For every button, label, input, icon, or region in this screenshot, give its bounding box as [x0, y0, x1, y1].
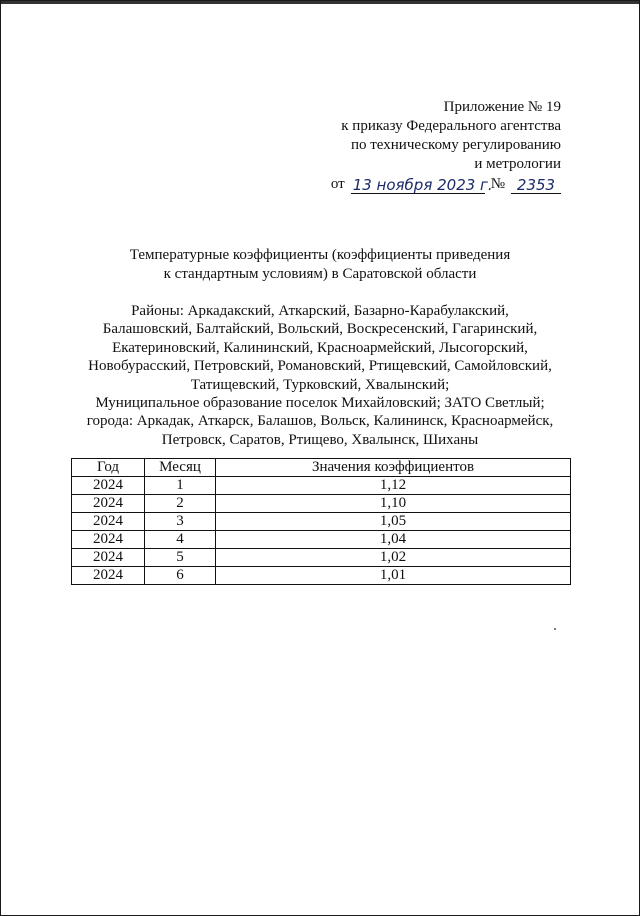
districts-line: Новобурасский, Петровский, Романовский, Ртищевский, Самойловский,: [88, 358, 552, 375]
cell-year: 2024: [72, 495, 145, 513]
cell-month: 1: [145, 477, 216, 495]
cell-year: 2024: [72, 477, 145, 495]
appendix-number: Приложение № 19: [443, 99, 561, 115]
appendix-header: [301, 98, 561, 194]
districts-line: Балашовский, Балтайский, Вольский, Воскресенский, Гагаринский,: [102, 321, 538, 338]
cell-coefficient: 1,12: [216, 477, 571, 495]
table-row: [72, 495, 571, 513]
header-coefficient: Значения коэффициентов: [216, 459, 571, 477]
scan-edge: [1, 1, 639, 4]
cities-line-end: Петровск, Саратов, Ртищево, Хвалынск, Шиханы: [161, 431, 479, 448]
cell-coefficient: 1,10: [216, 495, 571, 513]
agency-name-line: по техническому регулированию: [350, 137, 561, 153]
order-date-number-line: [301, 175, 561, 194]
districts-list: [0, 302, 640, 449]
cell-year: 2024: [72, 549, 145, 567]
cell-coefficient: 1,02: [216, 549, 571, 567]
cell-year: 2024: [72, 567, 145, 585]
scan-speck: [554, 628, 556, 630]
cell-month: 2: [145, 495, 216, 513]
municipality-line: Муниципальное образование поселок Михайловский; ЗАТО Светлый;: [95, 395, 545, 412]
cell-month: 4: [145, 531, 216, 549]
order-date-prefix: от: [330, 176, 345, 192]
document-title: [0, 246, 640, 284]
cell-year: 2024: [72, 531, 145, 549]
cell-month: 5: [145, 549, 216, 567]
districts-line: Екатериновский, Калининский, Красноармейский, Лысогорский,: [112, 339, 528, 356]
table-row: [72, 549, 571, 567]
header-year: Год: [72, 459, 145, 477]
table-row: [72, 531, 571, 549]
handwritten-order-date: 13 ноября 2023 г.: [352, 176, 493, 194]
order-number-label: №: [490, 176, 505, 192]
table-row: [72, 567, 571, 585]
cell-coefficient: 1,04: [216, 531, 571, 549]
cell-coefficient: 1,01: [216, 567, 571, 585]
coefficients-table: [71, 458, 571, 585]
handwritten-order-number: 2353: [511, 177, 561, 194]
table-row: [72, 477, 571, 495]
agency-name-line-end: и метрологии: [474, 156, 561, 172]
title-line-2: к стандартным условиям) в Саратовской области: [163, 266, 477, 282]
cell-month: 6: [145, 567, 216, 585]
order-reference-line: к приказу Федерального агентства: [341, 118, 561, 134]
cell-year: 2024: [72, 513, 145, 531]
cities-line: города: Аркадак, Аткарск, Балашов, Вольск, Калининск, Красноармейск,: [86, 413, 554, 430]
table-row: [72, 513, 571, 531]
districts-line: Районы: Аркадакский, Аткарский, Базарно-Карабулакский,: [131, 303, 509, 319]
title-line-1: Температурные коэффициенты (коэффициенты приведения: [129, 247, 511, 263]
districts-line: Татищевский, Турковский, Хвалынский;: [190, 376, 450, 393]
cell-coefficient: 1,05: [216, 513, 571, 531]
table-header-row: [72, 459, 571, 477]
cell-month: 3: [145, 513, 216, 531]
header-month: Месяц: [145, 459, 216, 477]
